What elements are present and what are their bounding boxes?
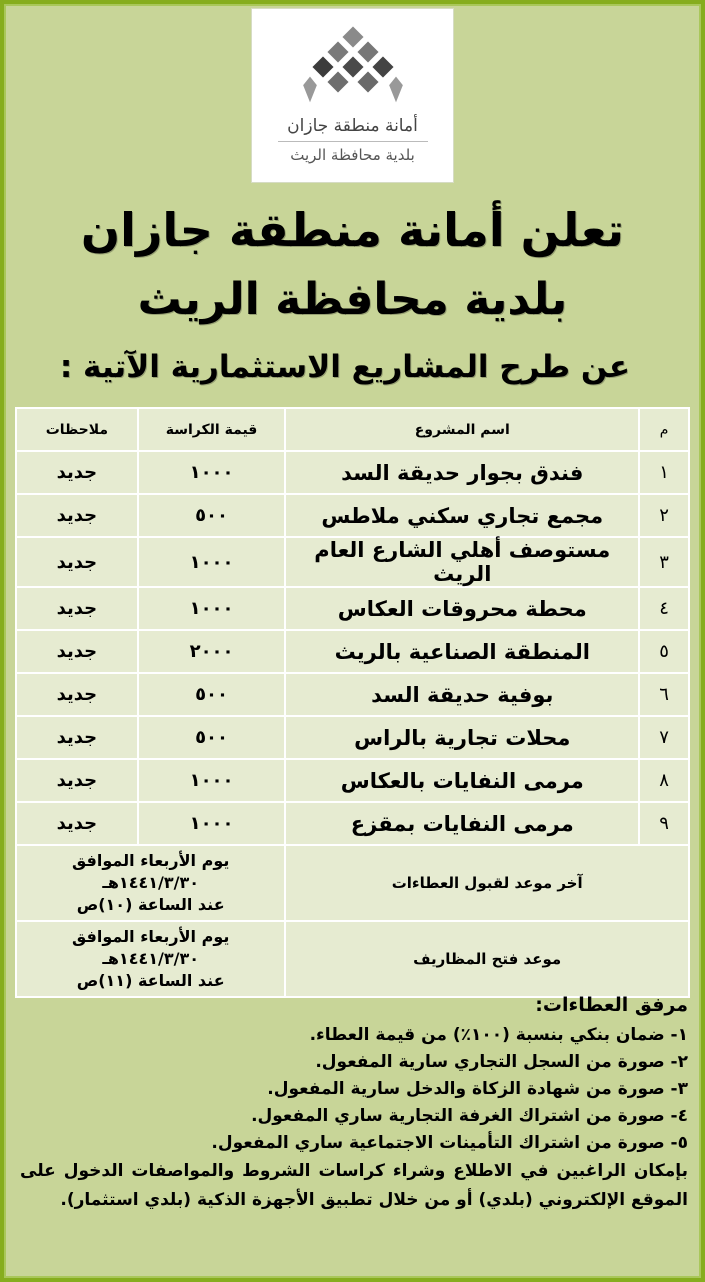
row-name: مرمى النفايات بمقزع [285,802,639,845]
row-price: ١٠٠٠ [138,587,286,630]
row-price: ١٠٠٠ [138,451,286,494]
row-num: ٩ [639,802,689,845]
attachment-item: ٢- صورة من السجل التجاري سارية المفعول. [315,1052,688,1072]
row-num: ٢ [639,494,689,537]
row-notes: جديد [16,630,138,673]
deadline-value [16,845,285,921]
diamond-dome-logo-icon [298,25,408,110]
header-name: اسم المشروع [285,408,639,451]
deadline-row-bids [16,845,689,921]
deadline-time: عند الساعة (١٠)ص [76,895,225,914]
attachment-item: ٣- صورة من شهادة الزكاة والدخل سارية المفعول. [267,1079,688,1099]
row-num: ٣ [639,537,689,587]
header-num: م [639,408,689,451]
table-row [16,451,689,494]
row-name: مجمع تجاري سكني ملاطس [285,494,639,537]
deadline-label: آخر موعد لقبول العطاءات [285,845,689,921]
row-notes: جديد [16,537,138,587]
attachment-item: ٤- صورة من اشتراك الغرفة التجارية ساري المفعول. [251,1106,688,1126]
logo-subtitle: بلدية محافظة الريث [290,146,415,164]
row-name: فندق بجوار حديقة السد [285,451,639,494]
deadline-date: يوم الأربعاء الموافق ١٤٤١/٣/٣٠هـ [71,927,230,968]
row-num: ٤ [639,587,689,630]
logo-box [251,8,454,183]
row-num: ٧ [639,716,689,759]
row-num: ٦ [639,673,689,716]
row-price: ٥٠٠ [138,716,286,759]
row-price: ٢٠٠٠ [138,630,286,673]
row-name: بوفية حديقة السد [285,673,639,716]
row-num: ٨ [639,759,689,802]
header-notes: ملاحظات [16,408,138,451]
row-name: محطة محروقات العكاس [285,587,639,630]
purchase-note: بإمكان الراغبين في الاطلاع وشراء كراسات الشروط والمواصفات الدخول على الموقع الإلكتروني (بلدي) أو من خلال تطبيق الأجهزة الذكية (بلدي استثمار). [20,1161,688,1210]
attachments-title: مرفق العطاءات: [535,994,688,1016]
row-notes: جديد [16,802,138,845]
headline-municipality: بلدية محافظة الريث [137,274,568,325]
table-row [16,630,689,673]
attachment-item: ٥- صورة من اشتراك التأمينات الاجتماعية ساري المفعول. [211,1133,688,1153]
table-row [16,716,689,759]
row-name: المنطقة الصناعية بالريث [285,630,639,673]
table-row [16,759,689,802]
row-name: مستوصف أهلي الشارع العام الريث [285,537,639,587]
row-price: ٥٠٠ [138,494,286,537]
row-price: ١٠٠٠ [138,802,286,845]
headline-subject: عن طرح المشاريع الاستثمارية الآتية : [59,349,630,385]
header-price: قيمة الكراسة [138,408,286,451]
logo-divider [278,141,428,142]
row-notes: جديد [16,673,138,716]
headline-announcer: تعلن أمانة منطقة جازان [80,203,625,257]
logo-title: أمانة منطقة جازان [287,116,418,136]
row-price: ١٠٠٠ [138,537,286,587]
table-row [16,537,689,587]
row-price: ٥٠٠ [138,673,286,716]
row-num: ٥ [639,630,689,673]
deadline-row-opening [16,921,689,997]
attachments-section [20,990,688,1215]
deadline-label: موعد فتح المظاريف [285,921,689,997]
row-notes: جديد [16,587,138,630]
table-row [16,494,689,537]
deadline-value [16,921,285,997]
table-row [16,587,689,630]
table-row [16,673,689,716]
row-num: ١ [639,451,689,494]
row-notes: جديد [16,716,138,759]
row-notes: جديد [16,494,138,537]
row-price: ١٠٠٠ [138,759,286,802]
row-notes: جديد [16,759,138,802]
row-notes: جديد [16,451,138,494]
table-row [16,802,689,845]
attachment-item: ١- ضمان بنكي بنسبة (١٠٠٪) من قيمة العطاء. [309,1025,688,1045]
row-name: محلات تجارية بالراس [285,716,639,759]
deadline-date: يوم الأربعاء الموافق ١٤٤١/٣/٣٠هـ [71,851,230,892]
row-name: مرمى النفايات بالعكاس [285,759,639,802]
projects-table [15,407,690,998]
table-header-row [16,408,689,451]
deadline-time: عند الساعة (١١)ص [76,971,225,990]
